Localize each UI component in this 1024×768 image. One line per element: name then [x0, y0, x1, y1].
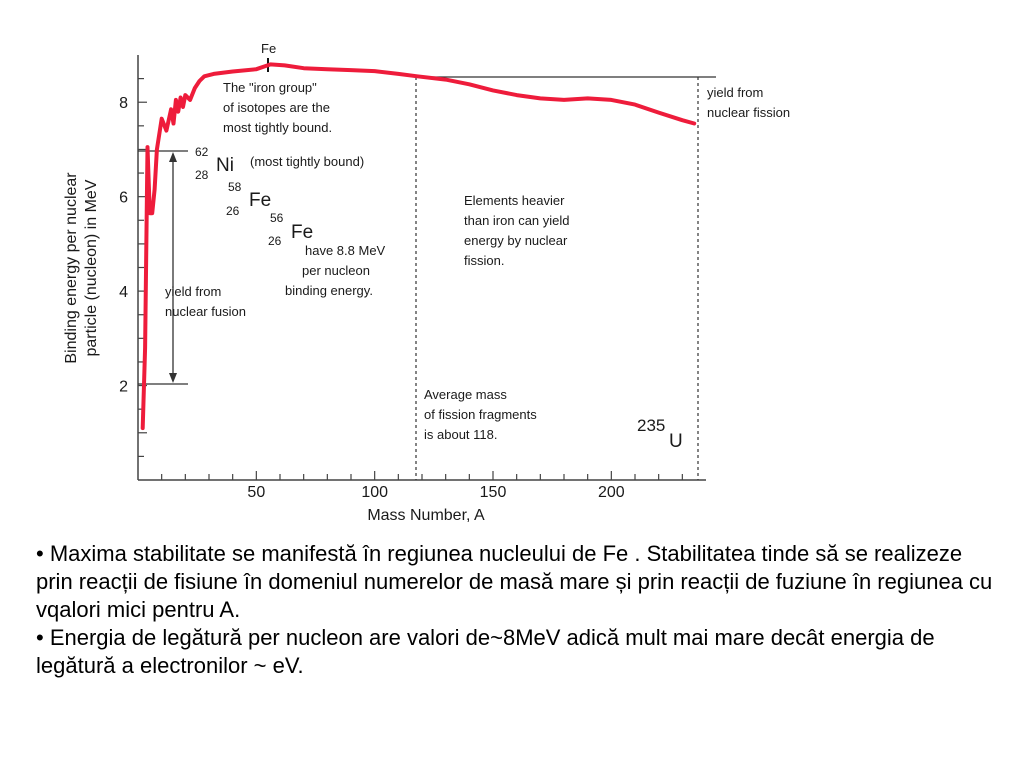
y-axis-label: [63, 172, 100, 364]
heavier-line-4: fission.: [464, 253, 505, 268]
fusion-yield-annotation: [165, 284, 246, 319]
y-tick-label-2: 2: [119, 378, 128, 396]
fe58-symbol: Fe: [249, 190, 272, 211]
heavier-line-3: energy by nuclear: [464, 233, 568, 248]
iron-group-annotation: [223, 80, 332, 135]
bullet-binding-energy: • Energia de legătură per nucleon are valori de~8MeV adică mult mai mare decât energia de legătură a electronilor ~ eV.: [36, 625, 935, 678]
fe56-mass-number: 56: [270, 211, 284, 225]
y-axis-label-line-2: particle (nucleon) in MeV: [83, 179, 100, 357]
fe-energy-line-2: per nucleon: [302, 263, 370, 278]
iron-group-line-1: The "iron group": [223, 80, 317, 95]
average-mass-annotation: [424, 387, 537, 442]
y-tick-labels: [119, 95, 128, 395]
fe56-symbol: Fe: [291, 222, 314, 243]
fusion-yield-line-2: nuclear fusion: [165, 304, 246, 319]
binding-energy-curve: [143, 64, 695, 428]
y-tick-label-8: 8: [119, 95, 128, 113]
ni62-isotope-label: [195, 145, 364, 182]
fusion-arrow-up-head: [169, 152, 177, 162]
fe56-atomic-number: 26: [268, 234, 282, 248]
x-tick-label-100: 100: [361, 484, 389, 501]
ni62-note: (most tightly bound): [250, 154, 365, 169]
u235-symbol: U: [669, 431, 683, 452]
avg-mass-line-3: is about 118.: [424, 427, 498, 442]
avg-mass-line-2: of fission fragments: [424, 407, 537, 422]
ni62-atomic-number: 28: [195, 168, 209, 182]
heavier-line-2: than iron can yield: [464, 213, 570, 228]
x-tick-labels: [247, 484, 624, 501]
x-tick-label-200: 200: [597, 484, 625, 501]
explanation-text: [36, 540, 996, 680]
uranium-235-label: [637, 416, 683, 452]
x-tick-label-150: 150: [479, 484, 507, 501]
heavier-line-1: Elements heavier: [464, 193, 565, 208]
avg-mass-line-1: Average mass: [424, 387, 507, 402]
fusion-arrow-down-head: [169, 373, 177, 383]
y-tick-label-4: 4: [119, 284, 128, 302]
x-axis-label: Mass Number, A: [367, 507, 485, 524]
fe-energy-annotation: [285, 243, 386, 298]
iron-group-line-3: most tightly bound.: [223, 120, 333, 135]
ni62-symbol: Ni: [216, 155, 234, 176]
heavier-elements-annotation: [464, 193, 570, 268]
y-tick-label-6: 6: [119, 189, 128, 207]
fusion-yield-line-1: yield from: [165, 284, 222, 299]
fe-energy-line-1: have 8.8 MeV: [305, 243, 386, 258]
iron-group-line-2: of isotopes are the: [223, 100, 330, 115]
x-tick-label-50: 50: [247, 484, 266, 501]
fe58-isotope-label: [226, 180, 271, 218]
fission-yield-annotation: [707, 85, 790, 120]
minor-ticks: [138, 79, 682, 480]
fe58-atomic-number: 26: [226, 204, 240, 218]
fe-peak-label: Fe: [261, 41, 277, 56]
y-axis-label-line-1: Binding energy per nuclear: [63, 172, 80, 364]
fission-yield-line-1: yield from: [707, 85, 764, 100]
fe-energy-line-3: binding energy.: [285, 283, 373, 298]
fe58-mass-number: 58: [228, 180, 242, 194]
fission-yield-line-2: nuclear fission: [707, 105, 791, 120]
ni62-mass-number: 62: [195, 145, 209, 159]
bullet-stability: • Maxima stabilitate se manifestă în regiunea nucleului de Fe . Stabilitatea tinde să se realizeze prin reacții de fisiune în domeniul numerelor de masă mare și prin reacții de fuziune în regiunea cu vqalori mici pentru A.: [36, 541, 993, 622]
u235-mass-number: 235: [637, 416, 666, 435]
